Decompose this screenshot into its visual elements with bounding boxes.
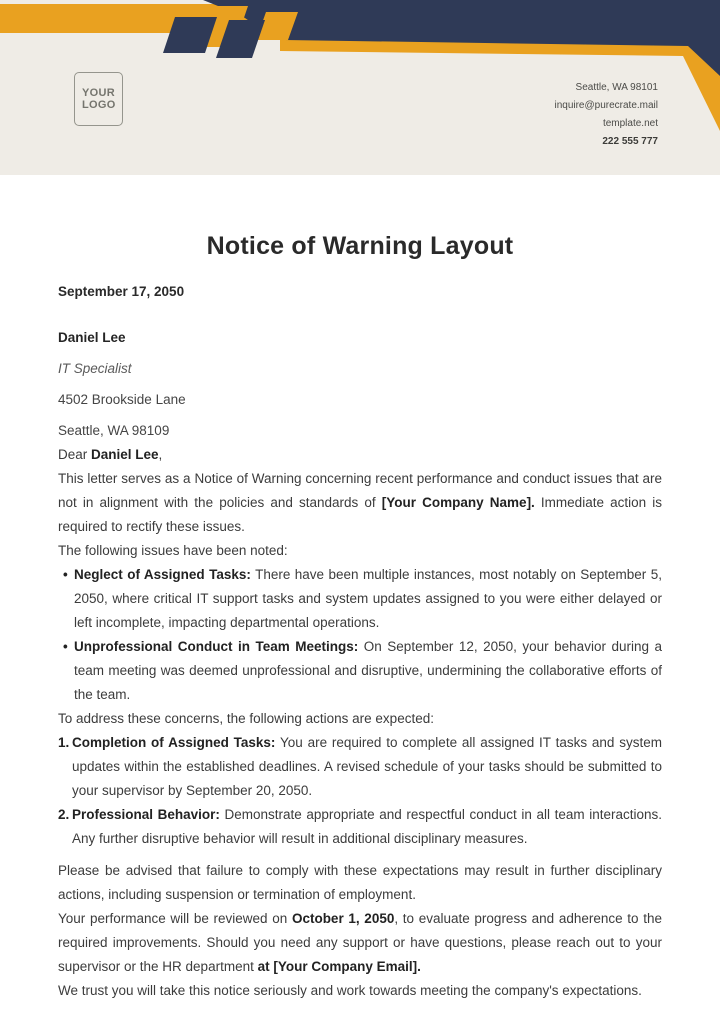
closing-paragraph: We trust you will take this notice seriously and work towards meeting the company's expectations. (58, 983, 642, 998)
action-text: Completion of Assigned Tasks: You are required to complete all assigned IT tasks and system updates within the established deadlines. A revised schedule of your tasks should be submitted to your supervisor by September 20, 2050. (72, 735, 662, 798)
recipient-block (58, 326, 662, 443)
issue-item (58, 635, 662, 707)
intro-paragraph: This letter serves as a Notice of Warning concerning recent performance and conduct issues that are not in alignment with the policies and standards of [Your Company Name]. Immediate action is required to rectify these issues. (58, 471, 662, 534)
bullet-marker: • (63, 639, 68, 654)
letter-date: September 17, 2050 (58, 284, 185, 299)
page-title: Notice of Warning Layout (206, 232, 514, 260)
contact-email: inquire@purecrate.mail (554, 100, 658, 111)
contact-phone: 222 555 777 (602, 136, 658, 147)
action-item (58, 731, 662, 803)
warning-paragraph: Please be advised that failure to comply with these expectations may result in further disciplinary actions, including suspension or termination of employment. (58, 863, 662, 902)
recipient-name: Daniel Lee (58, 330, 126, 345)
contact-info (554, 79, 658, 151)
contact-website: template.net (602, 118, 658, 129)
action-item (58, 803, 662, 851)
recipient-street: 4502 Brookside Lane (58, 392, 186, 407)
logo-text-line1: YOUR (82, 86, 115, 99)
contact-address: Seattle, WA 98101 (575, 82, 658, 93)
issue-text: Unprofessional Conduct in Team Meetings: On September 12, 2050, your behavior during a team meeting was deemed unprofessional and disruptive, undermining the collaborative efforts of the team. (74, 639, 662, 702)
logo-placeholder (74, 72, 123, 126)
bullet-marker: • (63, 567, 68, 582)
recipient-role: IT Specialist (58, 361, 132, 376)
issue-text: Neglect of Assigned Tasks: There have been multiple instances, most notably on September 5, 2050, where critical IT support tasks and system updates assigned to you were either delayed or left incomplete, impacting departmental operations. (74, 567, 662, 630)
recipient-city: Seattle, WA 98109 (58, 423, 170, 438)
letter-body (0, 229, 720, 1003)
issue-item (58, 563, 662, 635)
actions-lead: To address these concerns, the following actions are expected: (58, 711, 434, 726)
review-paragraph: Your performance will be reviewed on October 1, 2050, to evaluate progress and adherence to the required improvements. Should you need any support or have questions, please reach out to your supervisor or the HR department at [Your Company Email]. (58, 911, 662, 974)
salutation: Dear Daniel Lee, (58, 447, 163, 462)
number-marker: 1. (58, 735, 70, 750)
action-text: Professional Behavior: Demonstrate appropriate and respectful conduct in all team interactions. Any further disruptive behavior will result in additional disciplinary measures. (72, 807, 662, 846)
letterhead (0, 0, 720, 175)
logo-text-line2: LOGO (82, 99, 116, 111)
issues-lead: The following issues have been noted: (58, 543, 288, 558)
actions-list (58, 731, 662, 851)
issues-list (58, 563, 662, 707)
number-marker: 2. (58, 807, 70, 822)
